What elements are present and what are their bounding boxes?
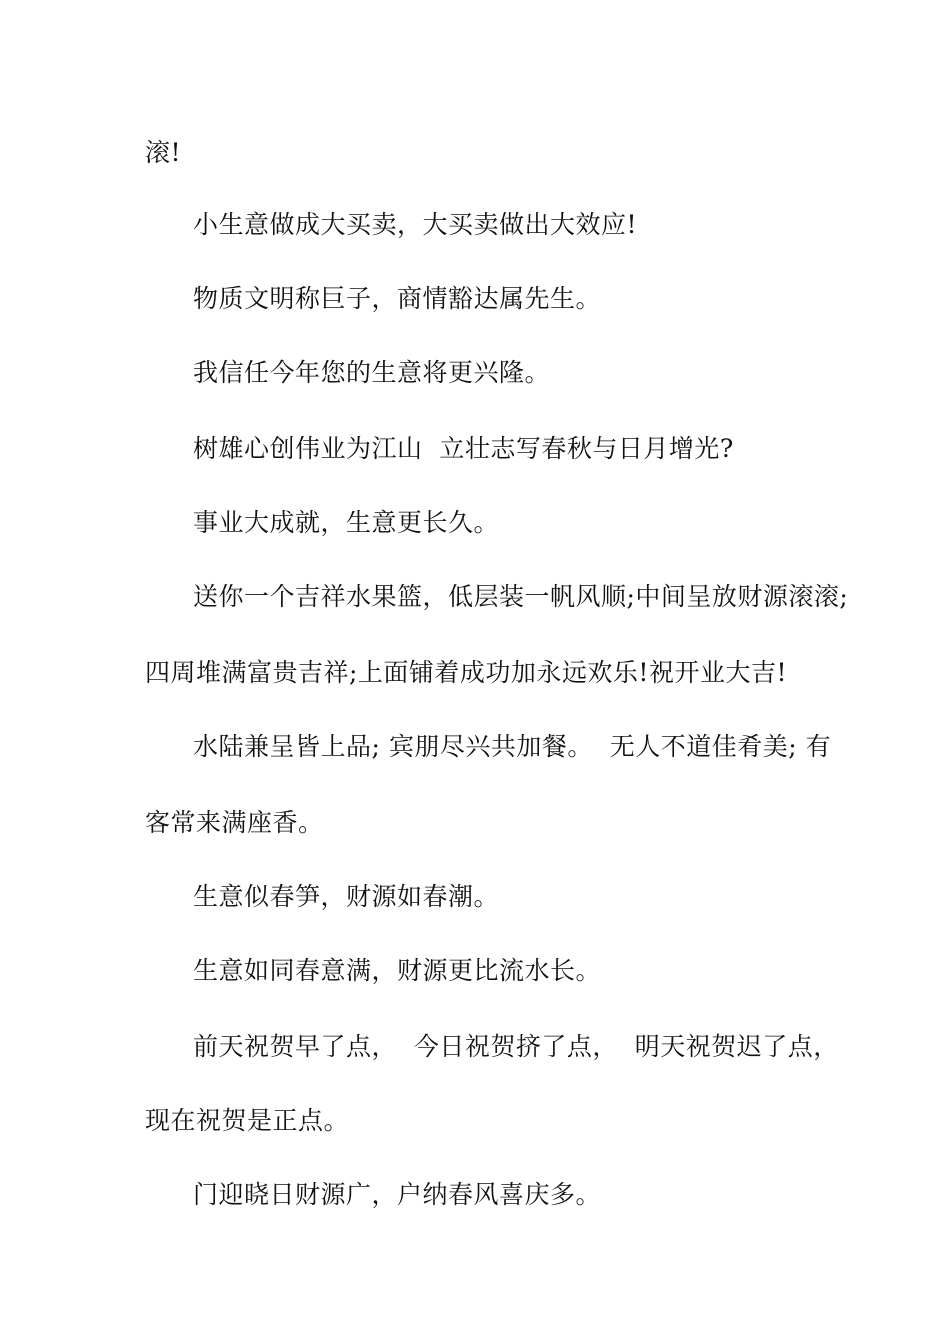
text-paragraph: 生意似春笋，财源如春潮。 [193,882,500,911]
text-paragraph: 生意如同春意满，财源更比流水长。 [193,956,602,985]
text-line-continuation: 现在祝贺是正点。 [145,1106,350,1135]
text-paragraph: 树雄心创伟业为江山 立壮志写春秋与日月增光? [193,434,734,463]
text-paragraph: 我信任今年您的生意将更兴隆。 [193,358,551,387]
text-line-continuation: 滚! [145,138,182,167]
text-paragraph: 小生意做成大买卖，大买卖做出大效应! [193,210,638,239]
text-line-continuation: 客常来满座香。 [145,808,324,837]
text-paragraph: 物质文明称巨子，商情豁达属先生。 [193,284,602,313]
text-paragraph: 水陆兼呈皆上品; 宾朋尽兴共加餐。 无人不道佳肴美; 有 [193,732,832,761]
text-paragraph: 前天祝贺早了点， 今日祝贺挤了点， 明天祝贺迟了点， [193,1032,839,1061]
text-paragraph: 门迎晓日财源广，户纳春风喜庆多。 [193,1180,602,1209]
text-paragraph: 事业大成就，生意更长久。 [193,508,500,537]
text-line-continuation: 四周堆满富贵吉祥;上面铺着成功加永远欢乐!祝开业大吉! [145,658,788,687]
text-paragraph: 送你一个吉祥水果篮，低层装一帆风顺;中间呈放财源滚滚; [193,582,849,611]
